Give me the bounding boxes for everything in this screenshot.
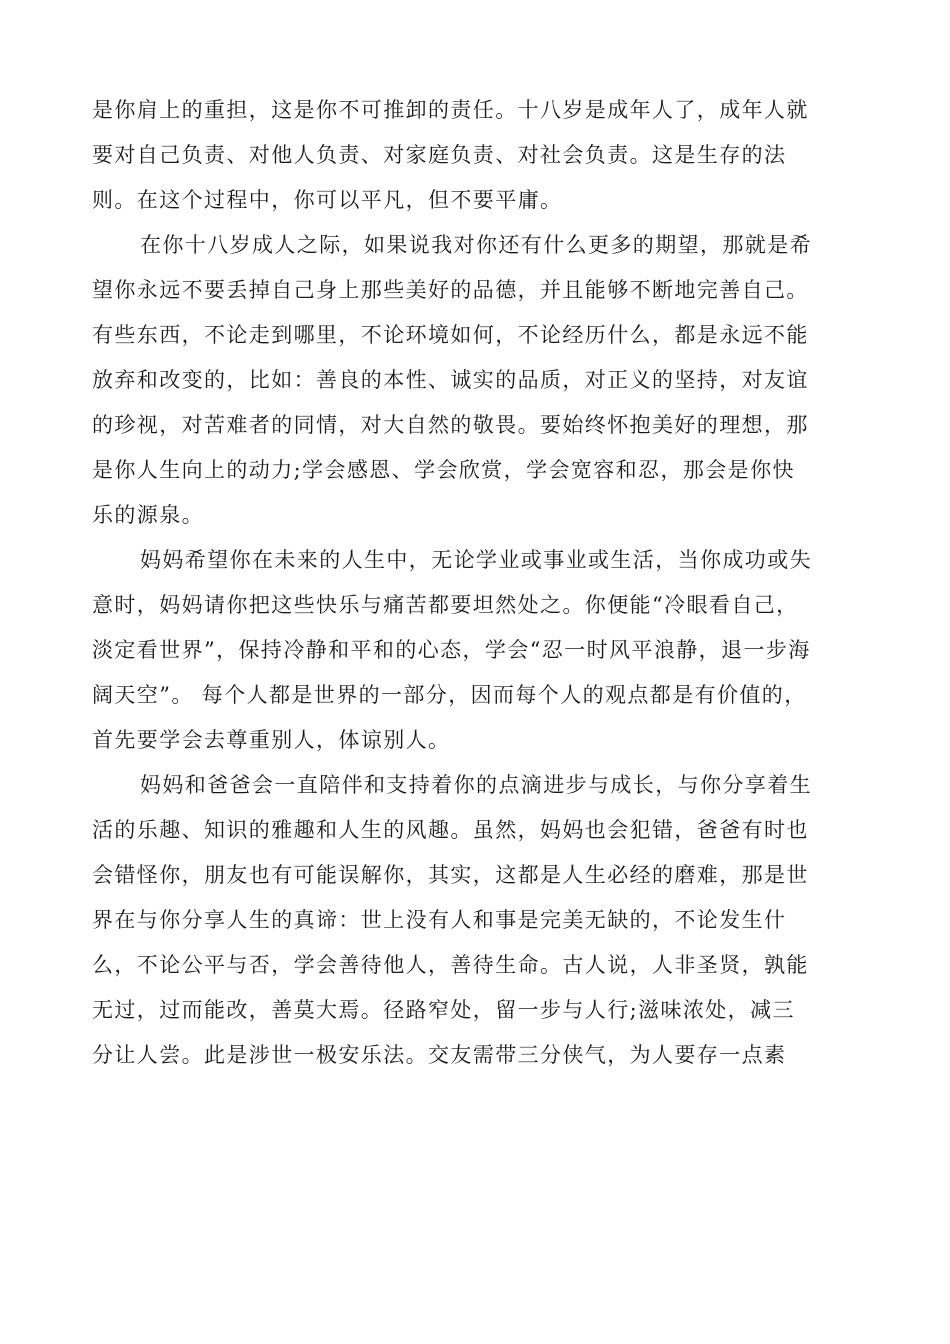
text-line: 有些东西，不论走到哪里，不论环境如何，不论经历什么，都是永远不能 [92,323,809,347]
text-line: 是你肩上的重担，这是你不可推卸的责任。十八岁是成年人了，成年人就 [92,98,809,122]
text-line: 则。在这个过程中，你可以平凡，但不要平庸。 [92,188,563,212]
text-line: 首先要学会去尊重别人，体谅别人。 [92,728,451,752]
text-line: 是你人生向上的动力;学会感恩、学会欣赏，学会宽容和忍，那会是你快 [92,458,795,482]
text-line: 活的乐趣、知识的雅趣和人生的风趣。虽然，妈妈也会犯错，爸爸有时也 [92,818,809,842]
text-line: 阔天空”。 每个人都是世界的一部分，因而每个人的观点都是有价值的， [92,683,807,707]
text-line: 妈妈希望你在未来的人生中，无论学业或事业或生活，当你成功或失 [140,548,812,572]
paragraph-3 [92,538,862,763]
text-line: 淡定看世界”，保持冷静和平和的心态，学会“忍一时风平浪静，退一步海 [92,638,811,662]
paragraph-4 [92,763,862,1078]
text-line: 无过，过而能改，善莫大焉。径路窄处，留一步与人行;滋味浓处，减三 [92,998,795,1022]
document-body [92,88,862,1078]
text-line: 么，不论公平与否，学会善待他人，善待生命。古人说，人非圣贤，孰能 [92,953,809,977]
text-line: 会错怪你，朋友也有可能误解你，其实，这都是人生必经的磨难，那是世 [92,863,809,887]
text-line: 界在与你分享人生的真谛：世上没有人和事是完美无缺的，不论发生什 [92,908,787,932]
text-line: 的珍视，对苦难者的同情，对大自然的敬畏。要始终怀抱美好的理想，那 [92,413,809,437]
text-line: 妈妈和爸爸会一直陪伴和支持着你的点滴进步与成长，与你分享着生 [140,773,812,797]
text-line: 意时，妈妈请你把这些快乐与痛苦都要坦然处之。你便能“冷眼看自己， [92,593,799,617]
text-line: 放弃和改变的，比如：善良的本性、诚实的品质，对正义的坚持，对友谊 [92,368,809,392]
text-line: 乐的源泉。 [92,503,204,527]
text-line: 在你十八岁成人之际，如果说我对你还有什么更多的期望，那就是希 [140,233,812,257]
paragraph-1 [92,88,862,223]
text-line: 望你永远不要丢掉自己身上那些美好的品德，并且能够不断地完善自己。 [92,278,809,302]
text-line: 要对自己负责、对他人负责、对家庭负责、对社会负责。这是生存的法 [92,143,787,167]
paragraph-2 [92,223,862,538]
text-line: 分让人尝。此是涉世一极安乐法。交友需带三分侠气，为人要存一点素 [92,1043,787,1067]
